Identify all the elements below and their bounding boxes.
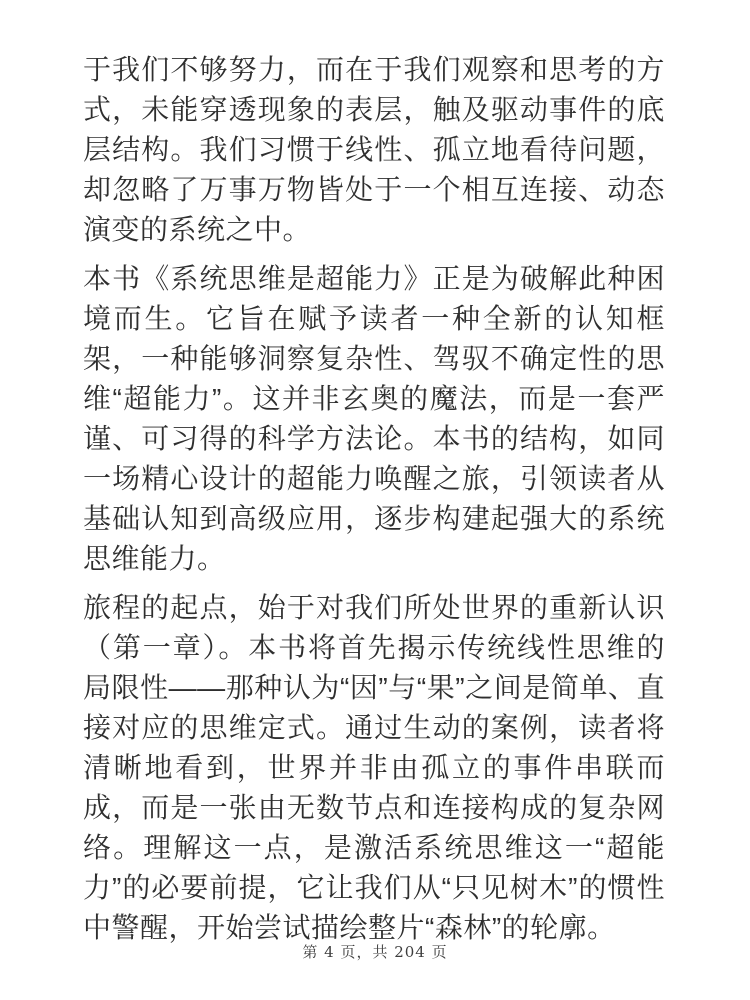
page-number-footer: 第 4 页，共 204 页 — [302, 943, 448, 961]
body-paragraph: 本书《系统思维是超能力》正是为破解此种困境而生。它旨在赋予读者一种全新的认知框架，一种能够洞察复杂性、驾驭不确定性的思维“超能力”。这并非玄奥的魔法，而是一套严谨、可习得的科学方法论。本书的结构，如同一场精心设计的超能力唤醒之旅，引领读者从基础认知到高级应用，逐步构建起强大的系统思维能力。 — [83, 263, 665, 574]
page-text-block — [83, 50, 665, 957]
body-paragraph: 于我们不够努力，而在于我们观察和思考的方式，未能穿透现象的表层，触及驱动事件的底层结构。我们习惯于线性、孤立地看待问题，却忽略了万事万物皆处于一个相互连接、动态演变的系统之中。 — [83, 54, 665, 245]
body-paragraph: 旅程的起点，始于对我们所处世界的重新认识（第一章）。本书将首先揭示传统线性思维的局限性——那种认为“因”与“果”之间是简单、直接对应的思维定式。通过生动的案例，读者将清晰地看到，世界并非由孤立的事件串联而成，而是一张由无数节点和连接构成的复杂网络。理解这一点，是激活系统思维这一“超能力”的必要前提，它让我们从“只见树木”的惯性中警醒，开始尝试描绘整片“森林”的轮廓。 — [83, 592, 665, 943]
